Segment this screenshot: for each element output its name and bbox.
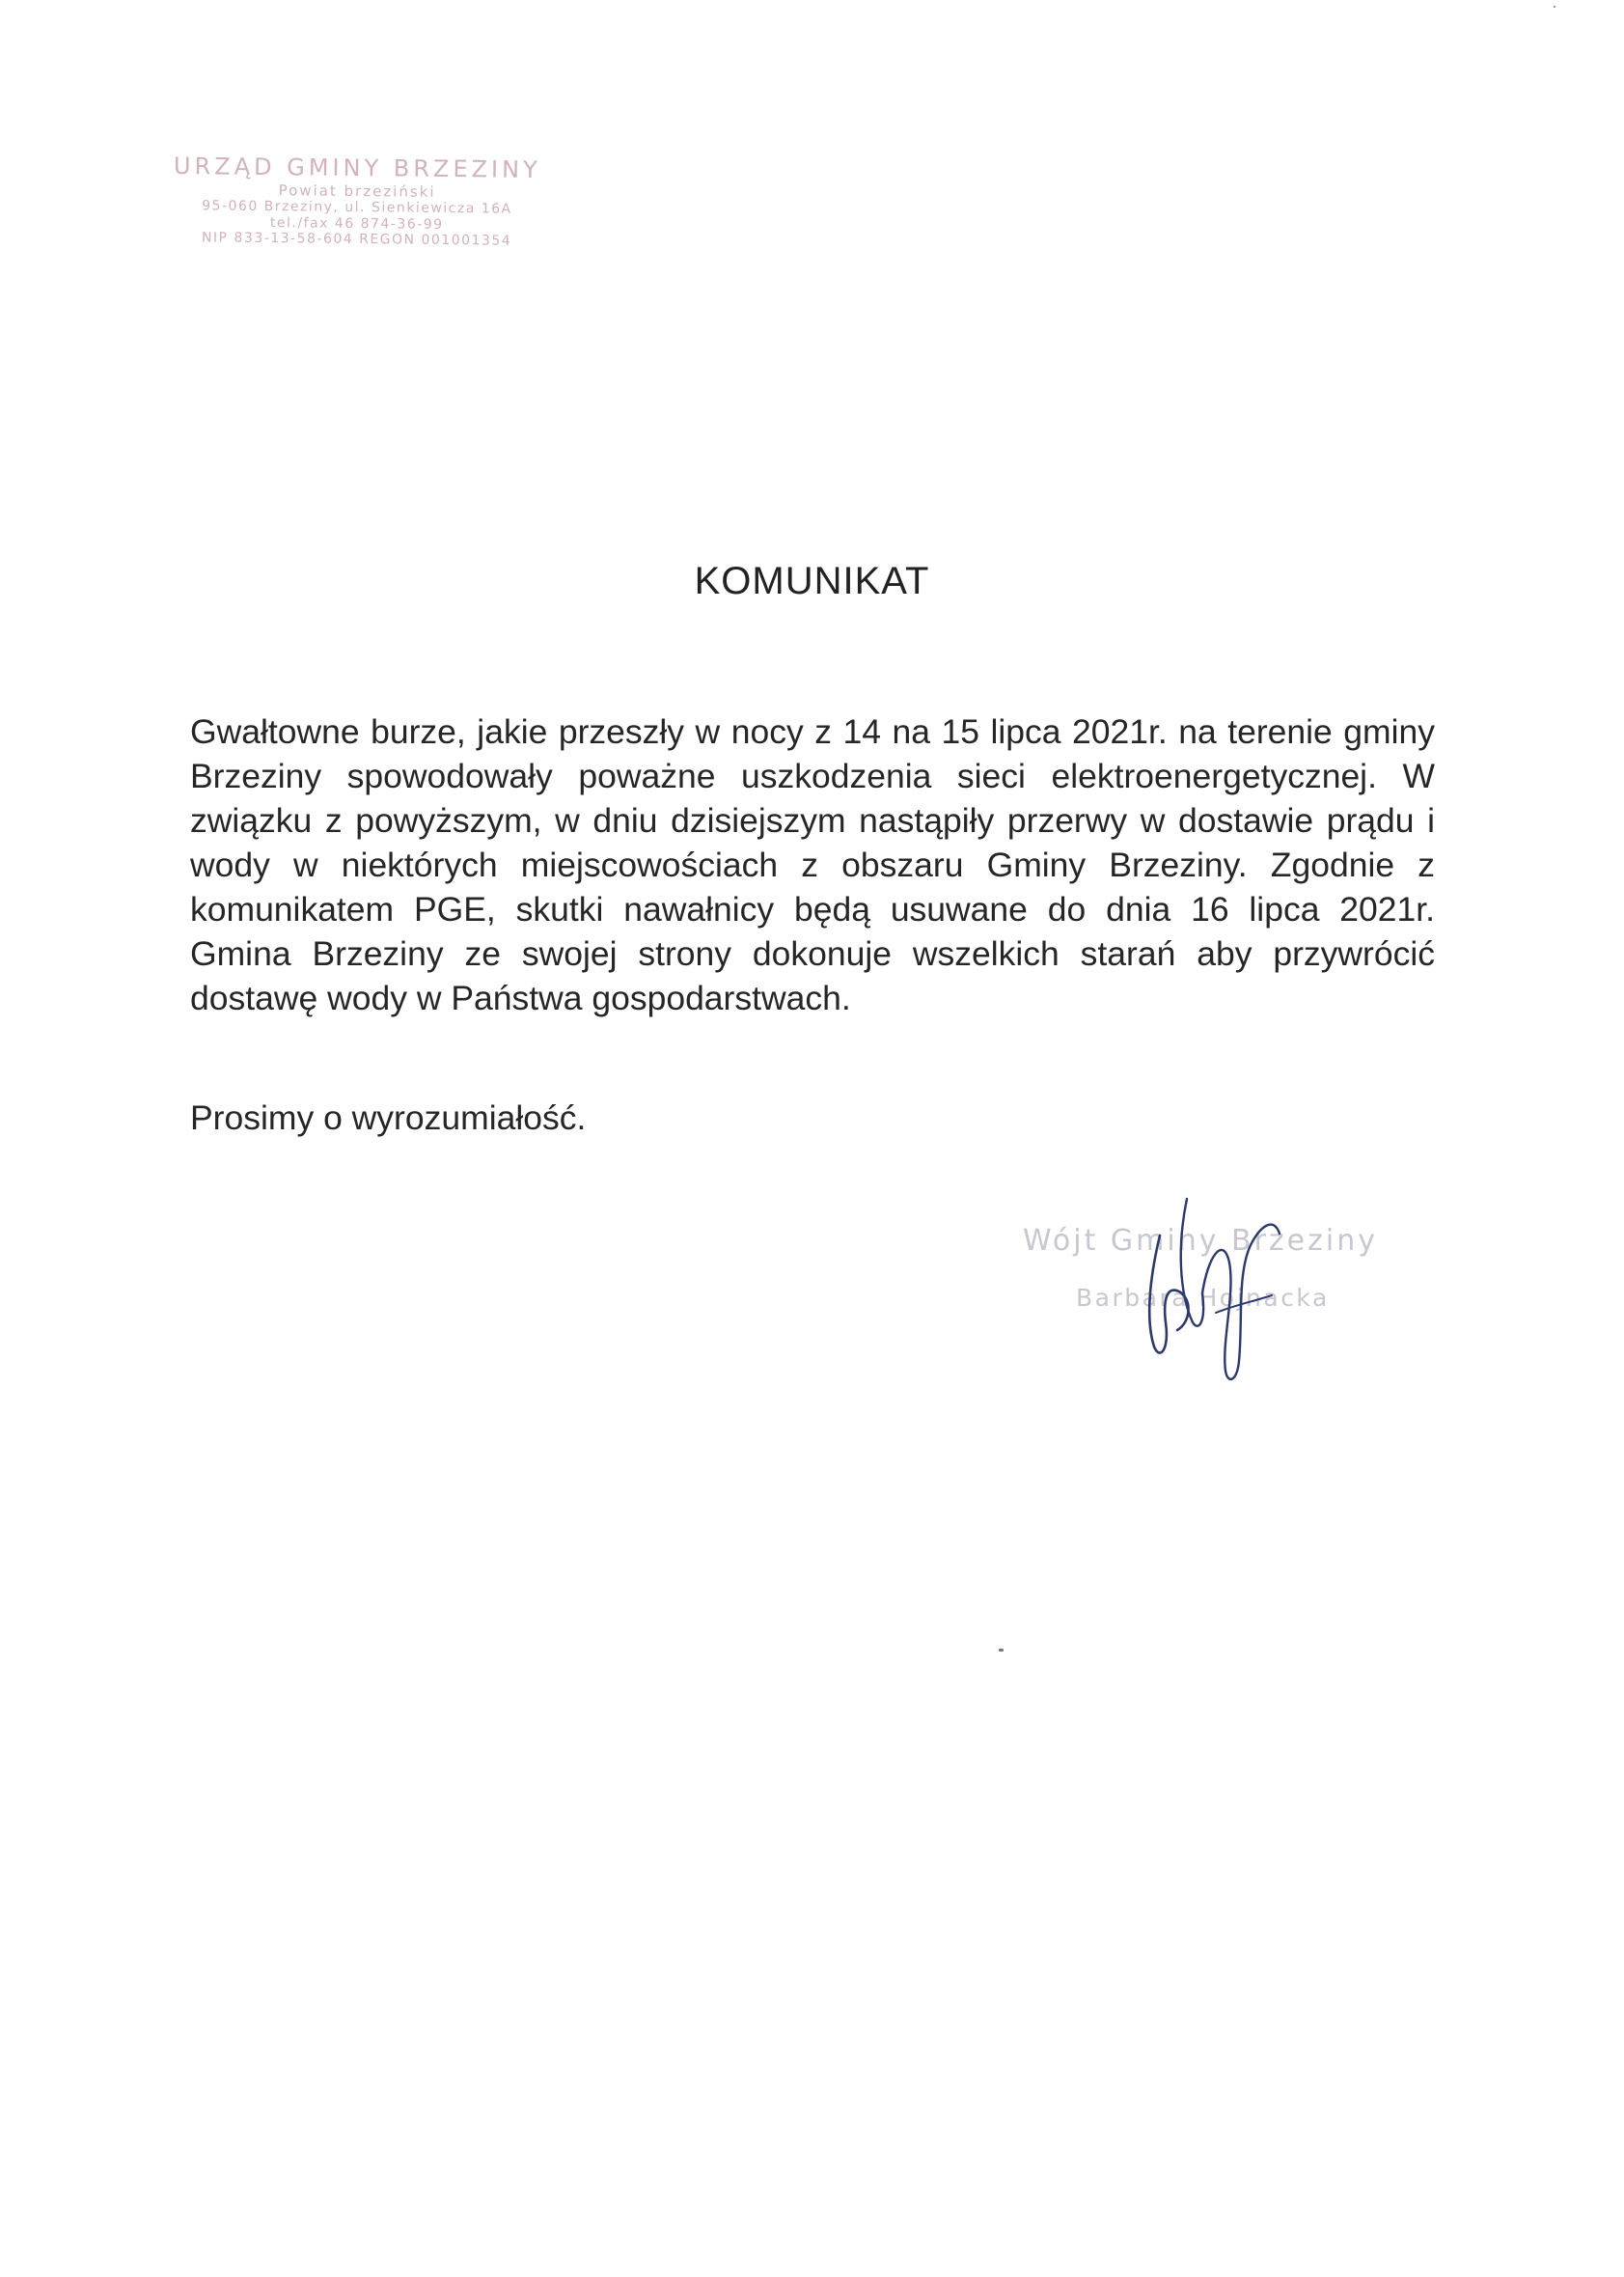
stamp-phone: tel./fax 46 874-36-99 — [269, 214, 444, 233]
scan-speck — [999, 1649, 1004, 1652]
page-title: KOMUNIKAT — [694, 560, 930, 602]
handwritten-signature — [1110, 1178, 1293, 1390]
scan-speck — [1554, 6, 1555, 8]
announcement-paragraph: Gwałtowne burze, jakie przeszły w nocy z 14 na 15 lipca 2021r. na terenie gminy Brzeziny spowodowały poważne uszkodzenia sieci elektroenergetycznej. W związku z powyższym, w dniu dzisiejszym nastąpiły przerwy w dostawie prądu i wody w niektórych miejscowościach z obszaru Gminy Brzeziny. Zgodnie z komunikatem PGE, skutki nawałnicy będą usuwane do dnia 16 lipca 2021r. Gmina Brzeziny ze swojej strony dokonuje wszelkich starań aby przywrócić dostawę wody w Państwa gospodarstwach. — [190, 712, 1435, 1017]
stamp-office-name: URZĄD GMINY BRZEZINY — [173, 153, 541, 183]
closing-line: Prosimy o wyrozumiałość. — [190, 1098, 587, 1137]
announcement-body — [190, 709, 1435, 1020]
signatory-name: Barbara Hojnacka — [1076, 1284, 1330, 1312]
office-stamp — [145, 153, 570, 251]
signatory-role: Wójt Gminy Brzeziny — [1023, 1224, 1378, 1258]
stamp-county: Powiat brzeziński — [278, 180, 436, 201]
stamp-tax-ids: NIP 833-13-58-604 REGON 001001354 — [201, 230, 512, 250]
stamp-address: 95-060 Brzeziny, ul. Sienkiewicza 16A — [202, 198, 512, 217]
